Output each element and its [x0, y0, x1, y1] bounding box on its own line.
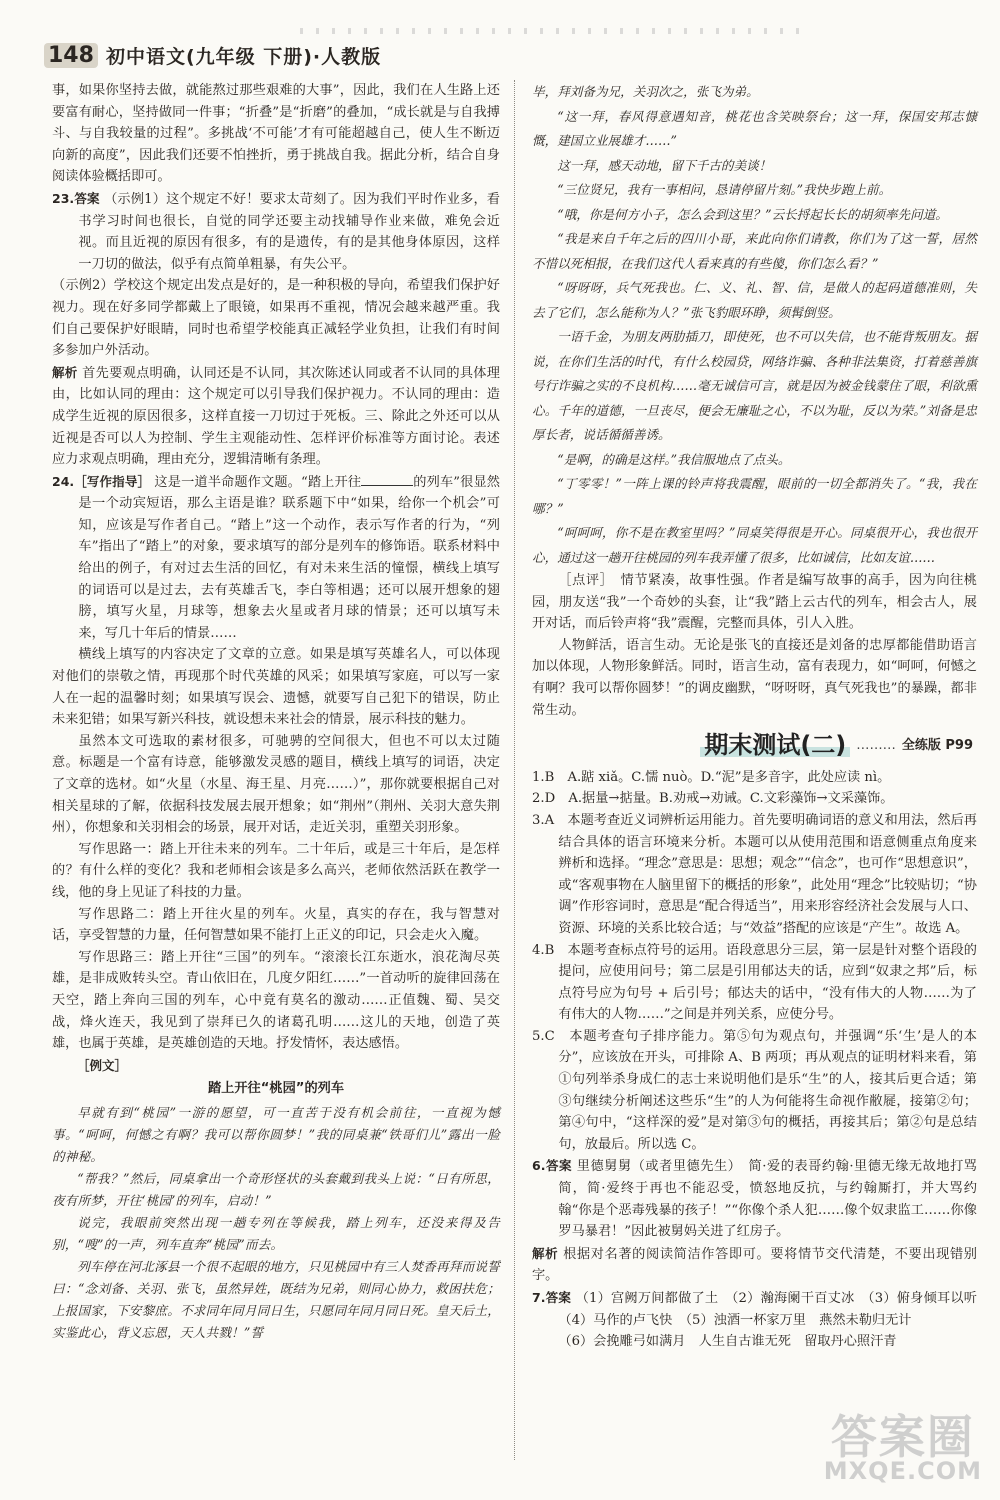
- essay-paragraph: 早就有到“桃园”一游的愿望，可一直苦于没有机会前往，一直视为憾事。“呵呵，何憾之有啊？我可以帮你圆梦！”我的同桌兼“铁哥们儿”露出一脸的神秘。: [52, 1104, 500, 1164]
- commentary: ［点评］ 情节紧凑，故事性强。作者是编写故事的高手，因为向往桃园，朋友送“我”一个奇妙的头套，让“我”踏上云古代的列车，相会古人，展开对话，而后铃声将“我”震醒，完整而具体，引人入胜。: [532, 573, 977, 632]
- question-number: 23.答案: [52, 190, 100, 206]
- commentary: 人物鲜活，语言生动。无论是张飞的直接还是刘备的忠厚都能借助语言加以体现，人物形象鲜活。同时，语言生动，富有表现力，如“呵呵，何憾之有啊？我可以帮你圆梦！”的调皮幽默，“呀呀呀，真气死我也”的暴躁，都非常生动。: [532, 637, 977, 718]
- analysis-label: 解析: [532, 1245, 559, 1261]
- example-label: ［例文］: [77, 1057, 128, 1073]
- essay-paragraph: 一语千金，为朋友两肋插刀，即使死，也不可以失信，也不能背叛朋友。据说，在你们生活的时代，有什么校园贷，网络诈骗、各种非法集资，打着慈善旗号行诈骗之实的不良机构……毫无诚信可言，就是因为被金钱蒙住了眼，利欲熏心。千年的道德，一旦丧尽，便会无廉耻之心，不以为耻，反以为荣。”刘备是忠厚长者，说话循循善诱。: [532, 329, 977, 442]
- essay-paragraph: “我是来自千年之后的四川小哥，来此向你们请教，你们为了这一誓，居然不惜以死相报，在我们这代人看来真的有些傻，你们怎么看？”: [532, 231, 977, 271]
- question-number: 24.［写作指导］: [52, 473, 151, 489]
- answer-7-continued: （6）会挽雕弓如满月 人生自古谁无死 留取丹心照汗青: [558, 1334, 897, 1350]
- analysis-23: [52, 362, 500, 471]
- page-header: [44, 40, 381, 70]
- paragraph: 写作思路一：踏上开往未来的列车。二十年后，或是三十年后，是怎样的？有什么样的变化？我和老师相会该是多么高兴，老师依然活跃在教学一线，他的身上见证了科技的力量。: [52, 841, 500, 900]
- guide-text: 这是一道半命题作文题。“踏上开往: [154, 474, 362, 490]
- answer-1: 1.B A.踮 xiǎ。C.懦 nuò。D.“泥”是多音字，此处应读 nì。: [532, 769, 891, 785]
- top-decoration: [300, 28, 800, 34]
- essay-title: 踏上开往“桃园”的列车: [207, 1081, 345, 1097]
- paragraph: 虽然本文可选取的素材很多，可驰骋的空间很大，但也不可以太过随意。标题是一个富有诗意，能够激发灵感的题目，横线上填写的词语，决定了文章的选材。如“火星（水星、海王星、月亮……）”，那你就要根据自己对相关星球的了解，依据科技发展去展开想象；如“荆州”（荆州、关羽大意失荆州），你想象和关羽相会的场景，展开对话，走近关羽，重塑关羽形象。: [52, 733, 500, 836]
- analysis-label: 解析: [52, 364, 78, 380]
- paragraph: 横线上填写的内容决定了文章的立意。如果是填写英雄名人，可以体现对他们的崇敬之情，再现那个时代英雄的风采；如果填写家庭，可以写一家人在一起的温馨时刻；如果填写误会、遗憾，就要写自己犯下的错误，防止未来犯错；如果写新兴科技，就设想未来社会的情景，展示科技的魅力。: [52, 647, 500, 728]
- section-reference: 全练版 P99: [901, 738, 973, 754]
- essay-paragraph: “这一拜，春风得意遇知音，桃花也含笑映祭台；这一拜，保国安邦志慷慨，建国立业展雄才……”: [532, 108, 977, 148]
- answer-7: [532, 1287, 991, 1331]
- answer-2: 2.D A.据量→掂量。B.劝戒→劝诫。C.文彩藻饰→文采藻饰。: [532, 791, 894, 807]
- essay-paragraph: “呀呀呀，兵气死我也。仁、义、礼、智、信，是做人的起码道德准则，失去了它们，怎么能称为人？”张飞豹眼环睁，须髯倒竖。: [532, 280, 977, 320]
- answer-4: 4.B 本题考查标点符号的运用。语段意思分三层，第一层是针对整个语段的提问，应使用问号；第二层是引用郁达夫的话，应到“奴隶之邦”后，标点符号应为句号 + 后引号；郁达夫的话中，“没有伟大的人物……为了有伟大的人物……”之间是并列关系，应使分号。: [532, 942, 977, 1023]
- guide-text-cont: 的列车”很显然是一个动宾短语，那么主语是谁？联系题下中“如果，给你一个机会”可知，应该是写作者自己。“踏上”这一个动作，表示写作者的行为，“列车”指出了“踏上”的对象，要求填写的部分是列车的修饰语。联系材料中给出的例子，有对过去生活的回忆，有对未来生活的憧憬，横线上填写的词语可以是过去，去有英雄舌飞，李白等相遇；还可以展开想象的翅膀，填写火星，月球等，想象去火星或者月球的情景；还可以填写未来，写几十年后的情景……: [78, 474, 500, 641]
- question-number: 7.答案: [532, 1290, 572, 1305]
- essay-paragraph: “呵呵呵，你不是在教室里吗？”同桌笑得很是开心。同桌很开心，我也很开心，通过这一趟开往桃园的列车我弄懂了很多，比如诚信，比如友谊……: [532, 525, 977, 565]
- essay-paragraph: 这一拜，感天动地，留下千古的美谈！: [557, 157, 772, 173]
- left-column: [52, 80, 500, 1344]
- answer-23: [52, 188, 500, 275]
- answer-text: 里德舅舅（或者里德先生） 简·爱的表哥约翰·里德无缘无故地打骂简，简·爱终于再也不能忍受，愤怒地反抗，与约翰厮打，并大骂约翰“你是个恶毒残暴的孩子！”“你像个杀人犯……像个奴隶监工……你像罗马暴君！”因此被舅妈关进了红房子。: [558, 1159, 977, 1240]
- paragraph: 写作思路三：踏上开往“三国”的列车。“滚滚长江东逝水，浪花淘尽英雄，是非成败转头空。青山依旧在，几度夕阳红……”一首动听的旋律回荡在天空，踏上奔向三国的列车，心中竟有莫名的激动……正值魏、蜀、吴交战，烽火连天，我见到了崇拜已久的诸葛孔明……这儿的天地，创造了英雄，也属于英雄，是英雄创造的天地。抒发情怀，表达感悟。: [52, 949, 500, 1052]
- page-number: 148: [44, 43, 98, 68]
- answer-3: 3.A 本题考查近义词辨析运用能力。首先要明确词语的意义和用法，然后再结合具体的语言环境来分析。本题可以从使用范围和语意侧重点角度来辨析和选择。“理念”意思是：思想；观念”“信念”，也可作“思想意识”，或“客观事物在人脑里留下的概括的形象”，此处用“理念”比较贴切；“协调”作形容词时，意思是“配合得适当”，用来形容经济社会发展与人口、资源、环境的关系比较合适；与“效益”搭配的应该是“产生”。故选 A。: [532, 812, 977, 936]
- section-title: 期末测试(二): [700, 735, 850, 757]
- right-column: [532, 80, 991, 1353]
- section-dots: ………: [856, 738, 896, 754]
- essay-paragraph: “帮我？”然后，同桌拿出一个奇形怪状的头套戴到我头上说：“日有所思，夜有所梦，开往‘桃园’的列车，启动！”: [52, 1170, 500, 1208]
- paragraph: 写作思路二：踏上开往火星的列车。火星，真实的存在，我与智慧对话，享受智慧的力量，任何智慧如果不能打上正义的印记，只会走火入魔。: [52, 906, 500, 944]
- essay-paragraph: “三位贤兄，我有一事相问，恳请停留片刻。”我快步跑上前。: [557, 182, 892, 197]
- column-divider: [514, 80, 515, 1460]
- analysis-6: [532, 1243, 977, 1287]
- essay-paragraph: “是啊，的确是这样。”我信服地点了点头。: [557, 451, 791, 467]
- example-essay-continued: [532, 80, 977, 570]
- site-watermark: [823, 1410, 982, 1488]
- blank-line: [361, 473, 413, 486]
- essay-paragraph: “哦，你是何方小子，怎么会到这里？”云长捋起长长的胡须率先问道。: [557, 206, 948, 222]
- answer-text: （1）宫阙万间都做了土 （2）瀚海阑干百丈冰 （3）俯身倾耳以听 （4）马作的卢飞快 （5）浊酒一杯家万里 燕然未勒归无计: [558, 1291, 991, 1328]
- answer-5: 5.C 本题考查句子排序能力。第⑤句为观点句，并强调“乐‘生’是人的本分”，应该放在开头，可排除 A、B 两项；再从观点的证明材料来看，第①句列举杀身成仁的志士来说明他们是乐“生”的人，接其后更合适；第③句继续分析阐述这些乐“生”的人为何能将生命视作敝屣，接第②句；第④句中，“这样深的爱”是对第③句的概括，再接其后；第②句是总结句，放最后。所以选 C。: [532, 1028, 977, 1152]
- essay-paragraph: 毕，拜刘备为兄，关羽次之，张飞为弟。: [532, 84, 759, 99]
- watermark-logo-text: 答案圈: [830, 1410, 975, 1464]
- analysis-text: 根据对名著的阅读简洁作答即可。要将情节交代清楚，不要出现错别字。: [532, 1246, 977, 1284]
- answer-text: （示例1）这个规定不好！要求太苛刻了。因为我们平时作业多，看书学习时间也很长，自觉的同学还要主动找辅导作业来做，难免会近视。而且近视的原因有很多，有的是遗传，有的是其他身体原因，这样一刀切的做法，似乎有点简单粗暴，有失公平。: [78, 191, 500, 272]
- answer-example-2: （示例2）学校这个规定出发点是好的，是一种积极的导向，希望我们保护好视力。现在好多同学都戴上了眼镜，如果再不重视，情况会越来越严重。我们自己要保护好眼睛，同时也希望学校能真正减轻学业负担，让我们有时间多参加户外活动。: [52, 278, 500, 359]
- answer-6: [532, 1155, 977, 1242]
- question-number: 6.答案: [532, 1158, 573, 1174]
- example-essay: [52, 1102, 500, 1344]
- section-header: [532, 731, 977, 760]
- answer-24: [52, 471, 500, 645]
- essay-paragraph: 列车停在河北涿县一个很不起眼的地方，只见桃园中有三人焚香再拜而说誓曰：“念刘备、关羽、张飞，虽然异姓，既结为兄弟，则同心协力，救困扶危；上报国家，下安黎庶。不求同年同月同日生，只愿同年同月同日死。皇天后土，实鉴此心，背义忘恩，天人共戮！”誓: [52, 1258, 500, 1340]
- essay-paragraph: “丁零零！”一阵上课的铃声将我震醒，眼前的一切全都消失了。“我，我在哪？”: [532, 476, 977, 516]
- watermark-url: MXQE.COM: [823, 1457, 982, 1485]
- essay-paragraph: 说完，我眼前突然出现一趟专列在等候我，踏上列车，还没来得及告别，“嗖”的一声，列车直奔“桃园”而去。: [52, 1214, 500, 1252]
- paragraph: 事，如果你坚持去做，就能熬过那些艰难的大事”，因此，我们在人生路上还要富有耐心，坚持做同一件事；“折叠”是“折磨”的叠加，“成长就是与自我搏斗、与自我较量的过程”。多挑战‘不可能’才有可能超越自己，使人生不断迈向新的高度”，因此我们还要不怕挫折，勇于挑战自我。据此分析，结合自身阅读体验概括即可。: [52, 83, 500, 185]
- analysis-text: 首先要观点明确，认同还是不认同，其次陈述认同或者不认同的具体理由，比如认同的理由：这个规定可以引导我们保护视力。不认同的理由：造成学生近视的原因很多，这样直接一刀切过于死板。三、除此之外还可以从近视是否可以人为控制、学生主观能动性、怎样评价标准等方面讨论。表述应力求观点明确，理由充分，逻辑清晰有条理。: [52, 365, 500, 468]
- book-title: 初中语文(九年级 下册)·人教版: [105, 45, 382, 68]
